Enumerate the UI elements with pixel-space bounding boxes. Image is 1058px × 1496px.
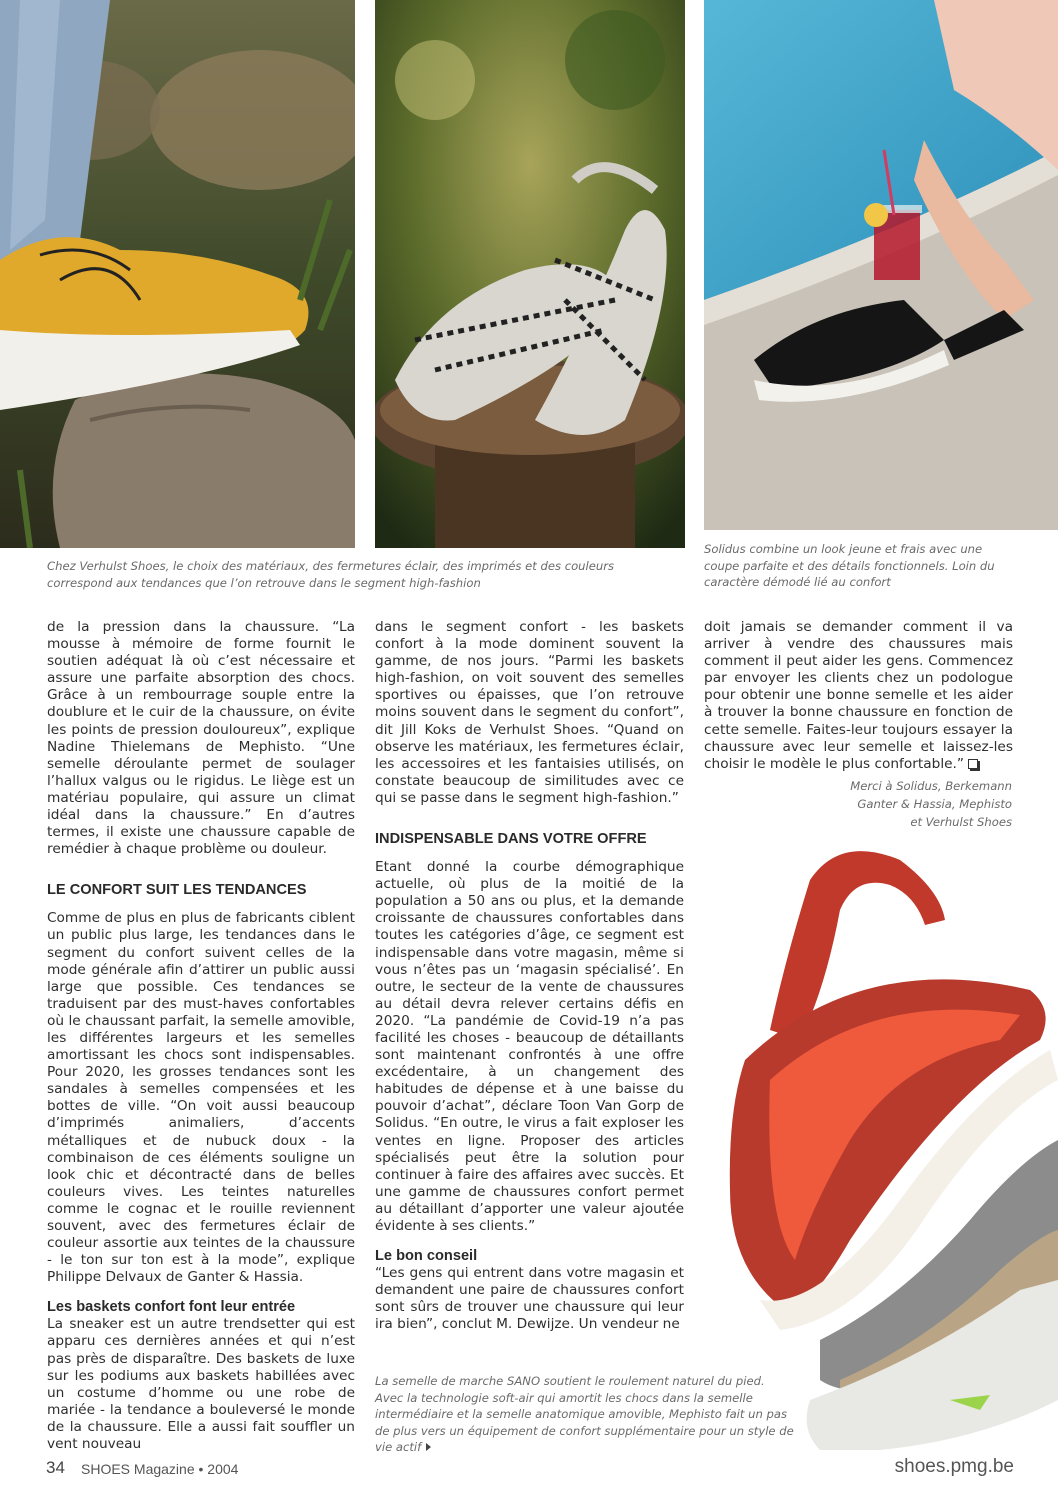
caption-bottom-photo bbox=[375, 1373, 795, 1456]
heading-indispensable: INDISPENSABLE DANS VOTRE OFFRE bbox=[375, 831, 647, 848]
article-column-2 bbox=[375, 619, 684, 1333]
subheading-baskets-confort: Les baskets confort font leur entrée bbox=[47, 1299, 296, 1316]
column1-paragraph-2: Comme de plus en plus de fabricants ciblent un public plus large, les tendances dans le segment du confort suivent celles de la mode générale afin d’attirer un public aussi large que possible. Ces tendances se traduisent par des must-haves confortables où le chaussant parfait, la semelle amovible, les différentes largeurs et les semelles amortissant les chocs sont indispensables. Pour 2020, les grosses tendances sont les sandales à semelles compensées et les bottes de ville. “On voit aussi beaucoup d’imprimés animaliers, d’accents métalliques et de nubuck doux - la combinaison de ces éléments souligne un look chic et décontracté dans de belles couleurs vives. Les teintes naturelles comme le cognac et le rouille reviennent souvent, avec des fermetures éclair de couleur assortie aux teintes de la chaussure - le ton sur ton est à la mode”, explique Philippe Delvaux de Ganter & Hassia. bbox=[47, 910, 355, 1286]
article-column-3 bbox=[704, 619, 1013, 773]
caption-right-photo: Solidus combine un look jeune et frais avec une coupe parfaite et des détails fonctionnels. Loin du caractère démodé lié au confort bbox=[704, 542, 995, 589]
column3-paragraph-1-text: doit jamais se demander comment il va arriver à vendre des chaussures mais comment il peut aider les gens. Commencez par envoyer les clients chez un podologue pour obtenir une bonne semelle et les aider à trouver la bonne chaussure en fonction de cette semelle. Faites-leur toujours essayer la chaussure avec leur semelle et laissez-les choisir le modèle le plus confortable.” bbox=[704, 619, 1013, 772]
article-column-1 bbox=[47, 619, 355, 1453]
subheading-bon-conseil: Le bon conseil bbox=[375, 1248, 478, 1265]
caption-left-photos: Chez Verhulst Shoes, le choix des matériaux, des fermetures éclair, des imprimés et des couleurs correspond aux tendances que l’on retrouve dans le segment high-fashion bbox=[47, 559, 615, 590]
photo-yellow-sneakers-image bbox=[0, 0, 355, 548]
column1-paragraph-3: La sneaker est un autre trendsetter qui est apparu ces dernières années et qui n’est pas près de disparaître. Des baskets de luxe sur les podiums aux baskets habillées avec un costume d’homme ou une robe de mariée - la tendance a bouleversé le monde de la chaussure. Elle a aussi fait souffler un vent nouveau bbox=[47, 1316, 355, 1453]
footer bbox=[46, 1456, 1014, 1482]
credits bbox=[704, 777, 1012, 831]
photo-snakeskin-sandals bbox=[375, 0, 685, 548]
magazine-issue: SHOES Magazine • 2004 bbox=[81, 1461, 239, 1477]
photo-poolside-sandal bbox=[704, 0, 1058, 530]
photo-snakeskin-sandals-image bbox=[375, 0, 685, 548]
photo-yellow-sneakers bbox=[0, 0, 355, 548]
page-number: 34 bbox=[46, 1458, 65, 1477]
end-of-article-box-icon bbox=[968, 759, 978, 769]
column2-paragraph-1: dans le segment confort - les baskets confort à la mode dominent souvent la gamme, de nos jours. “Parmi les baskets high-fashion, on voit souvent des semelles sportives ou épaisses, que l’on retrouve moins souvent dans le segment du confort”, dit Jill Koks de Verhulst Shoes. “Quand on observe les matériaux, les fermetures éclair, les accessoires et les fantaisies utilisés, on constate beaucoup de similitudes avec ce qui se passe dans le segment high-fashion.” bbox=[375, 619, 684, 806]
photo-sandal-insole-layers bbox=[700, 840, 1058, 1450]
photo-sandal-insole-layers-image bbox=[700, 840, 1058, 1450]
photo-poolside-sandal-image bbox=[704, 0, 1058, 530]
credits-line-2: Ganter & Hassia, Mephisto bbox=[857, 797, 1012, 811]
column2-paragraph-3: “Les gens qui entrent dans votre magasin et demandent une paire de chaussures confort sont sûrs de trouver une chaussure qui leur ira bien”, conclut M. Dewijze. Un vendeur ne bbox=[375, 1265, 684, 1333]
credits-line-3: et Verhulst Shoes bbox=[910, 815, 1012, 829]
column3-paragraph-1 bbox=[704, 619, 1013, 773]
credits-line-1: Merci à Solidus, Berkemann bbox=[850, 779, 1012, 793]
heading-confort-tendances: LE CONFORT SUIT LES TENDANCES bbox=[47, 882, 307, 899]
column2-paragraph-2: Etant donné la courbe démographique actuelle, où plus de la moitié de la population a 50 ans ou plus, et la demande croissante de chaussures confortables dans toutes les catégories d’âge, ce segment est indispensable dans votre magasin, même si vous n’êtes pas un ‘magasin spécialisé’. En outre, le secteur de la vente de chaussures au détail devra relever certains défis en 2020. “La pandémie de Covid-19 n’a pas facilité les choses - beaucoup de détaillants sont maintenant confrontés à une offre excédentaire, à un changement des habitudes de dépense et à une baisse du pouvoir d’achat”, déclare Toon Van Gorp de Solidus. “En outre, le virus a fait exploser les ventes en ligne. Proposer des articles spécialisés peut être la solution pour continuer à faire des affaires avec succès. Et une gamme de chaussures confort permet au détaillant d’apporter une valeur ajoutée évidente à ses clients.” bbox=[375, 859, 684, 1234]
caption-bottom-photo-text: La semelle de marche SANO soutient le roulement naturel du pied. Avec la technologie soft-air qui amortit les chocs dans la semelle intermédiaire et la semelle anatomique amovible, Mephisto fait un pas de plus vers un équipement de confort supplémentaire pour un style de vie actif bbox=[375, 1374, 794, 1454]
website-link[interactable]: shoes.pmg.be bbox=[894, 1456, 1014, 1477]
column1-paragraph-1: de la pression dans la chaussure. “La mousse à mémoire de forme fournit le soutien adéquat là où c’est nécessaire et assure une parfaite absorption des chocs. Grâce à un rembourrage souple entre la doublure et le cuir de la chaussure, on évite les points de pression douloureux”, explique Nadine Thielemans de Mephisto. “Une semelle déroulante permet de soulager l’hallux valgus ou le rigidus. Le liège est un matériau populaire, qui assure un climat idéal dans la chaussure.” En d’autres termes, il existe une chaussure capable de remédier à chaque problème ou douleur. bbox=[47, 619, 355, 858]
continue-arrow-icon bbox=[426, 1443, 431, 1451]
